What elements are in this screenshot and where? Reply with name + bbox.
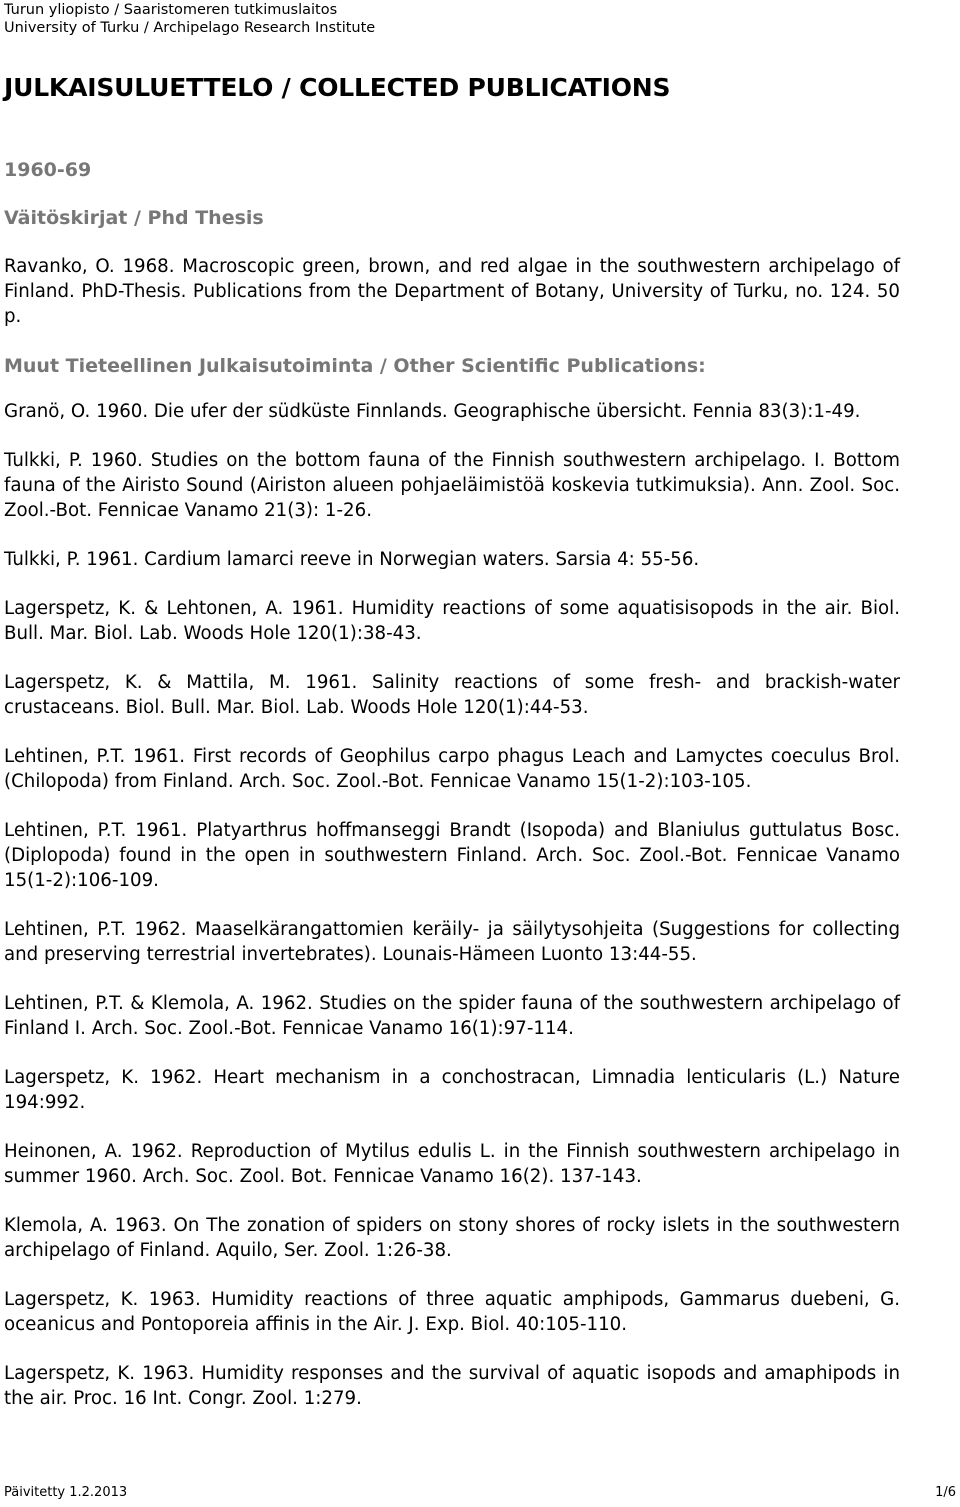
publication-entry: Lagerspetz, K. 1963. Humidity reactions of three aquatic amphipods, Gammarus duebeni, G. oceanicus and Pontoporeia affinis in the Air. J. Exp. Biol. 40:105-110.: [4, 1289, 900, 1335]
publication-entry: Lagerspetz, K. 1962. Heart mechanism in a conchostracan, Limnadia lenticularis (L.) Nature 194:992.: [4, 1067, 900, 1113]
publication-list: [4, 205, 900, 1435]
document-title: JULKAISULUETTELO / COLLECTED PUBLICATIONS: [4, 73, 671, 102]
page-number: 1/6: [935, 1485, 956, 1500]
institution-name-fi: Turun yliopisto / Saaristomeren tutkimuslaitos: [4, 2, 338, 18]
publication-entry: Lehtinen, P.T. 1961. First records of Geophilus carpo phagus Leach and Lamyctes coeculus Brol. (Chilopoda) from Finland. Arch. Soc. Zool.-Bot. Fennicae Vanamo 15(1-2):103-105.: [4, 746, 900, 792]
publication-entry: Lehtinen, P.T. & Klemola, A. 1962. Studies on the spider fauna of the southwestern archipelago of Finland I. Arch. Soc. Zool.-Bot. Fennicae Vanamo 16(1):97-114.: [4, 993, 900, 1039]
publication-entry: Lehtinen, P.T. 1962. Maaselkärangattomien keräily- ja säilytysohjeita (Suggestions for collecting and preserving terrestrial invertebrates). Lounais-Hämeen Luonto 13:44-55.: [4, 919, 900, 965]
publication-entry: Tulkki, P. 1961. Cardium lamarci reeve in Norwegian waters. Sarsia 4: 55-56.: [4, 549, 700, 570]
institution-name-en: University of Turku / Archipelago Research Institute: [4, 20, 376, 36]
publication-entry: Lagerspetz, K. & Mattila, M. 1961. Salinity reactions of some fresh- and brackish-water crustaceans. Biol. Bull. Mar. Biol. Lab. Woods Hole 120(1):44-53.: [4, 672, 900, 718]
publication-entry: Granö, O. 1960. Die ufer der südküste Finnlands. Geographische übersicht. Fennia 83(3):1-49.: [4, 401, 861, 422]
page-header: [4, 1, 375, 37]
section-heading-thesis: Väitöskirjat / Phd Thesis: [4, 207, 264, 229]
page-footer: [4, 1484, 956, 1502]
publication-entry: Klemola, A. 1963. On The zonation of spiders on stony shores of rocky islets in the southwestern archipelago of Finland. Aquilo, Ser. Zool. 1:26-38.: [4, 1215, 900, 1261]
section-heading-other-publications: Muut Tieteellinen Julkaisutoiminta / Other Scientific Publications:: [4, 355, 706, 377]
publication-entry: Lagerspetz, K. & Lehtonen, A. 1961. Humidity reactions of some aquatisisopods in the air. Biol. Bull. Mar. Biol. Lab. Woods Hole 120(1):38-43.: [4, 598, 900, 644]
publication-entry: Tulkki, P. 1960. Studies on the bottom fauna of the Finnish southwestern archipelago. I. Bottom fauna of the Airisto Sound (Airiston alueen pohjaeläimistöä koskevia tutkimuksia). Ann. Zool. Soc. Zool.-Bot. Fennicae Vanamo 21(3): 1-26.: [4, 450, 900, 521]
decade-heading: 1960-69: [4, 159, 92, 181]
publication-entry: Lehtinen, P.T. 1961. Platyarthrus hoffmanseggi Brandt (Isopoda) and Blaniulus guttulatus Bosc. (Diplopoda) found in the open in southwestern Finland. Arch. Soc. Zool.-Bot. Fennicae Vanamo 15(1-2):106-109.: [4, 820, 900, 891]
publication-entry: Lagerspetz, K. 1963. Humidity responses and the survival of aquatic isopods and amaphipods in the air. Proc. 16 Int. Congr. Zool. 1:279.: [4, 1363, 900, 1409]
updated-date: Päivitetty 1.2.2013: [4, 1485, 128, 1500]
publication-entry: Heinonen, A. 1962. Reproduction of Mytilus edulis L. in the Finnish southwestern archipelago in summer 1960. Arch. Soc. Zool. Bot. Fennicae Vanamo 16(2). 137-143.: [4, 1141, 900, 1187]
publication-entry: Ravanko, O. 1968. Macroscopic green, brown, and red algae in the southwestern archipelago of Finland. PhD-Thesis. Publications from the Department of Botany, University of Turku, no. 124. 50 p.: [4, 256, 900, 327]
